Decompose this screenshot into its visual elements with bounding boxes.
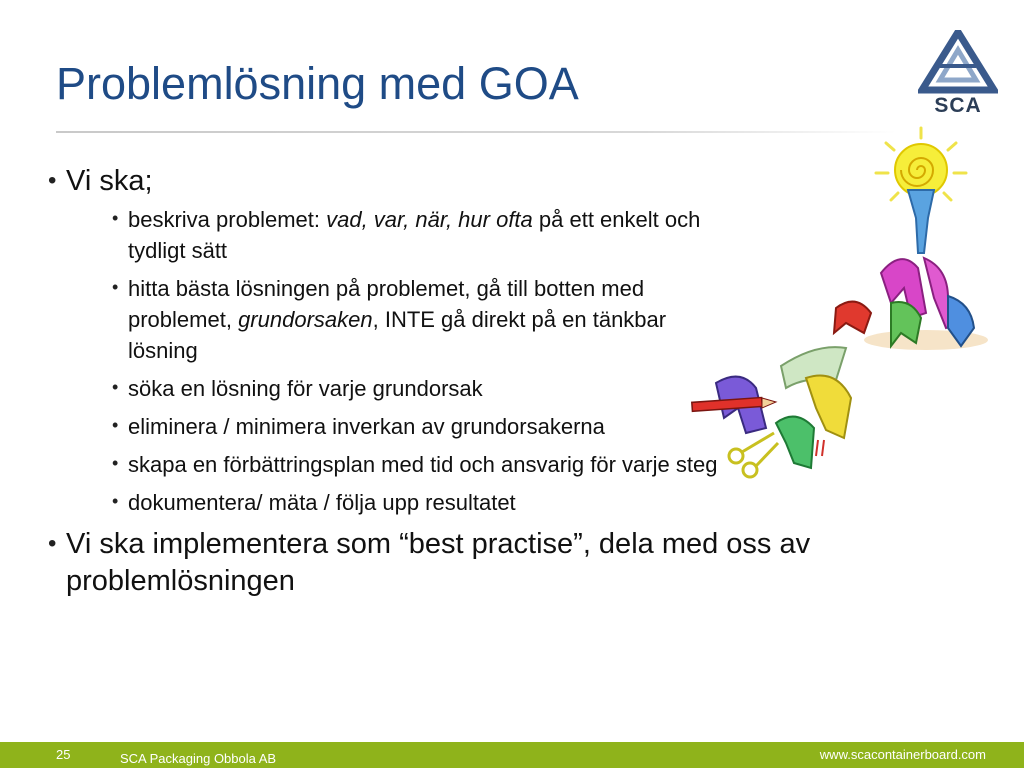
slide-title: Problemlösning med GOA xyxy=(56,58,579,109)
sub-bullet-dokumentera: • dokumentera/ mäta / följa upp resultatet xyxy=(110,487,928,518)
sub-bullet-emphasis: vad, var, när, hur ofta xyxy=(326,207,533,232)
sca-logo xyxy=(918,30,998,122)
sub-bullet-text: beskriva problemet: xyxy=(128,207,327,232)
bullet-implementera: • Vi ska implementera som “best practise”, dela med oss av problemlösningen xyxy=(48,526,916,600)
bullet-list xyxy=(48,163,928,600)
sub-bullet-eliminera: • eliminera / minimera inverkan av grundorsakerna xyxy=(110,411,928,442)
sub-bullet-skapa: • skapa en förbättringsplan med tid och ansvarig för varje steg xyxy=(110,449,928,480)
sub-bullet-soka: • söka en lösning för varje grundorsak xyxy=(110,373,928,404)
page-number: 25 xyxy=(56,747,71,762)
bullet-vi-ska xyxy=(48,163,928,518)
sub-bullet-hitta xyxy=(110,273,688,366)
footer-company: SCA Packaging Obbola AB xyxy=(120,751,277,766)
footer-url: www.scacontainerboard.com xyxy=(819,747,986,762)
sub-bullet-beskriva xyxy=(110,204,738,266)
footer-bar xyxy=(0,742,1024,768)
sub-bullet-emphasis: grundorsaken xyxy=(238,307,373,332)
sub-bullet-text: hitta bästa lösningen på problemet, gå till botten med problemet, xyxy=(128,276,645,332)
bullet-text: Vi ska; xyxy=(66,165,153,197)
logo-text: SCA xyxy=(934,94,982,117)
sca-logo-icon xyxy=(918,30,998,94)
sub-bullet-text: , INTE gå direkt på en tänkbar lösning xyxy=(128,307,667,363)
sub-bullet-text: på ett enkelt och tydligt sätt xyxy=(128,207,701,263)
sub-bullet-list xyxy=(110,204,928,518)
